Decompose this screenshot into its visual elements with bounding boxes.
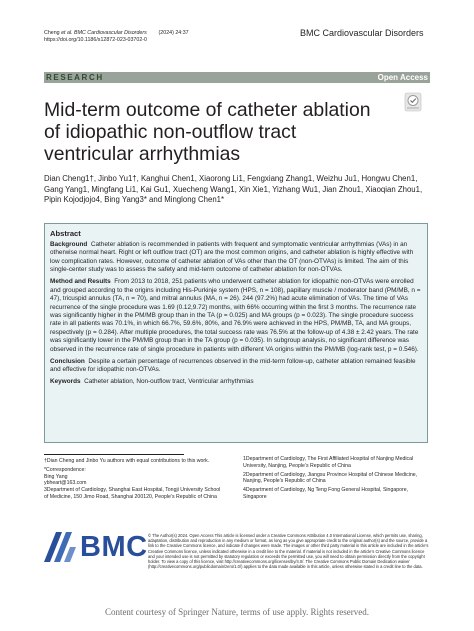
- equal-contribution-note: †Dian Cheng and Jinbo Yu authors with equal contributions to this work.: [44, 458, 210, 464]
- header-year-volume: (2024) 24:37: [158, 30, 189, 36]
- affiliation-2: 2Department of Cardiology, Jiangsu Province Hospital of Chinese Medicine, Nanjing, People’s Republic of China: [243, 471, 418, 485]
- abstract-conclusion: [50, 358, 424, 375]
- methods-label: Method and Results: [50, 278, 111, 286]
- affiliation-1: 1Department of Cardiology, The First Affiliated Hospital of Nanjing Medical University, Nanjing, People’s Republic of China: [243, 456, 414, 469]
- springer-footer: Content courtesy of Springer Nature, terms of use apply. Rights reserved.: [104, 607, 370, 617]
- conclusion-text: Despite a certain percentage of recurrences observed in the mid-term follow-up, catheter ablation remained feasible and effective for idiopathic non-OTVAs.: [50, 357, 416, 374]
- footnote-divider: [44, 454, 184, 455]
- bmc-mark-icon: [44, 532, 76, 562]
- footnotes-right: [243, 456, 433, 503]
- affiliation-3: 3Department of Cardiology, Shanghai East Hospital, Tongji University School of Medicine, 150 Jimo Road, Shanghai 200120, People’s Republic of China: [44, 487, 221, 500]
- license-text: © The Author(s) 2024. Open Access This article is licensed under a Creative Commons Attribution 4.0 International License, which permits use, sharing, adaptation, distribution and reproduction in any medium or format, as long as you give appropriate credit to the original author(s) and the source, provide a link to the Creative Commons licence, and indicate if changes were made. The images or other third party material in this article are included in the article’s Creative Commons licence, unless indicated otherwise in a credit line to the material. If material is not included in the article’s Creative Commons licence and your intended use is not permitted by statutory regulation or exceeds the permitted use, you will need to obtain permission directly from the copyright holder. To view a copy of this licence, visit http://creativecommons.org/licenses/by/4.0/. The Creative Commons Public Domain Dedication waiver (http://creativecommons.org/publicdomain/zero/1.0/) applies to the data made available in this article, unless otherwise stated in a credit line to the data.: [148, 533, 429, 570]
- section-label: RESEARCH: [46, 73, 104, 82]
- running-header-citation: [44, 30, 189, 44]
- background-text: Catheter ablation is recommended in patients with frequent and symptomatic ventricular arrhythmias (VAs) in an otherwise normal heart. Right or left outflow tract (OT) are the most common origins, and catheter ablation is highly effective with low complication rates. However, outcome of catheter ablation of VAs other than the OT (non-OTVAs) is limited. The aim of this single-center study was to assess the safety and mid-term outcome of catheter ablation for non-OTVAs.: [50, 241, 414, 274]
- abstract-body: [50, 241, 424, 390]
- abstract-methods: [50, 278, 424, 354]
- correspondence-email[interactable]: ybheart@163.com: [44, 480, 87, 487]
- section-bar: [44, 72, 430, 83]
- header-doi[interactable]: https://doi.org/10.1186/s12872-023-03702-0: [44, 37, 147, 43]
- abstract-heading: Abstract: [50, 229, 81, 238]
- abstract-box: [44, 223, 428, 443]
- header-authors: Cheng: [44, 30, 62, 36]
- affiliation-4: 4Department of Cardiology, Ng Teng Fong General Hospital, Singapore, Singapore: [243, 487, 409, 500]
- footnotes-left: [44, 458, 224, 503]
- abstract-background: [50, 241, 424, 275]
- keywords-label: Keywords: [50, 377, 81, 385]
- correspondence-label: *Correspondence:: [44, 466, 86, 473]
- header-journal: et al. BMC Cardiovascular Disorders: [61, 30, 147, 36]
- conclusion-label: Conclusion: [50, 357, 85, 365]
- article-title: Mid-term outcome of catheter ablation of idiopathic non-outflow tract ventricular arrhythmias: [44, 99, 371, 165]
- background-label: Background: [50, 241, 88, 248]
- bmc-logo-text: BMC: [80, 531, 148, 563]
- correspondence-name: Bing Yang: [44, 473, 68, 480]
- check-for-updates-icon[interactable]: [404, 92, 422, 112]
- journal-name: BMC Cardiovascular Disorders: [300, 28, 424, 38]
- methods-text: From 2013 to 2018, 251 patients who underwent catheter ablation for idiopathic non-OTVAs were enrolled and grouped according to the origins including His-Purkinje system (HPS, n = 108), papillary muscle / moderator band (PM/MB, n = 47), tricuspid annulus (TA, n = 70), and mitral annulus (MA, n = 26). 244 (97.2%) had acute elimination of VAs. The time of VAs recurrence of the single procedure was 1.69 (0.12,9.72) months, with 66% occurring within the first 3 months. The recurrence rate was significantly higher in the PM/MB group than in the TA (p = 0.025) and MA groups (p = 0.023). The single procedure success rate in all patients was 70.1%, in which 66.7%, 59.6%, 80%, and 76.9% were achieved in the HPS, PM/MB, TA, and MA groups, respectively (p = 0.284). After multiple procedures, the total success rate was 76.5% at the follow-up of 4.38 ± 2.42 years. The rate was significantly lower in the PM/MB group than in the TA group (p = 0.035). In subgroup analysis, no significant difference was observed in the recurrence rate of single procedure in patients with different VA origins within the PM/MB (log-rank test, p = 0.546).: [50, 278, 421, 353]
- author-list: Dian Cheng1†, Jinbo Yu1†, Kanghui Chen1, Xiaorong Li1, Fengxiang Zhang1, Weizhu Ju1, Hongwu Chen1, Gang Yang1, Mingfang Li1, Kai Gu1, Xuecheng Wang1, Xin Xie1, Yizhang Wu1, Jian Zhou1, Xiaoqian Zhou1, Pipin Kojodjojo4, Bing Yang3* and Minglong Chen1*: [44, 174, 423, 205]
- abstract-keywords: [50, 378, 424, 386]
- keywords-text: Catheter ablation, Non-outflow tract, Ventricular arrhythmias: [84, 377, 254, 385]
- correspondence-block: [44, 467, 224, 501]
- open-access-label: Open Access: [377, 73, 428, 82]
